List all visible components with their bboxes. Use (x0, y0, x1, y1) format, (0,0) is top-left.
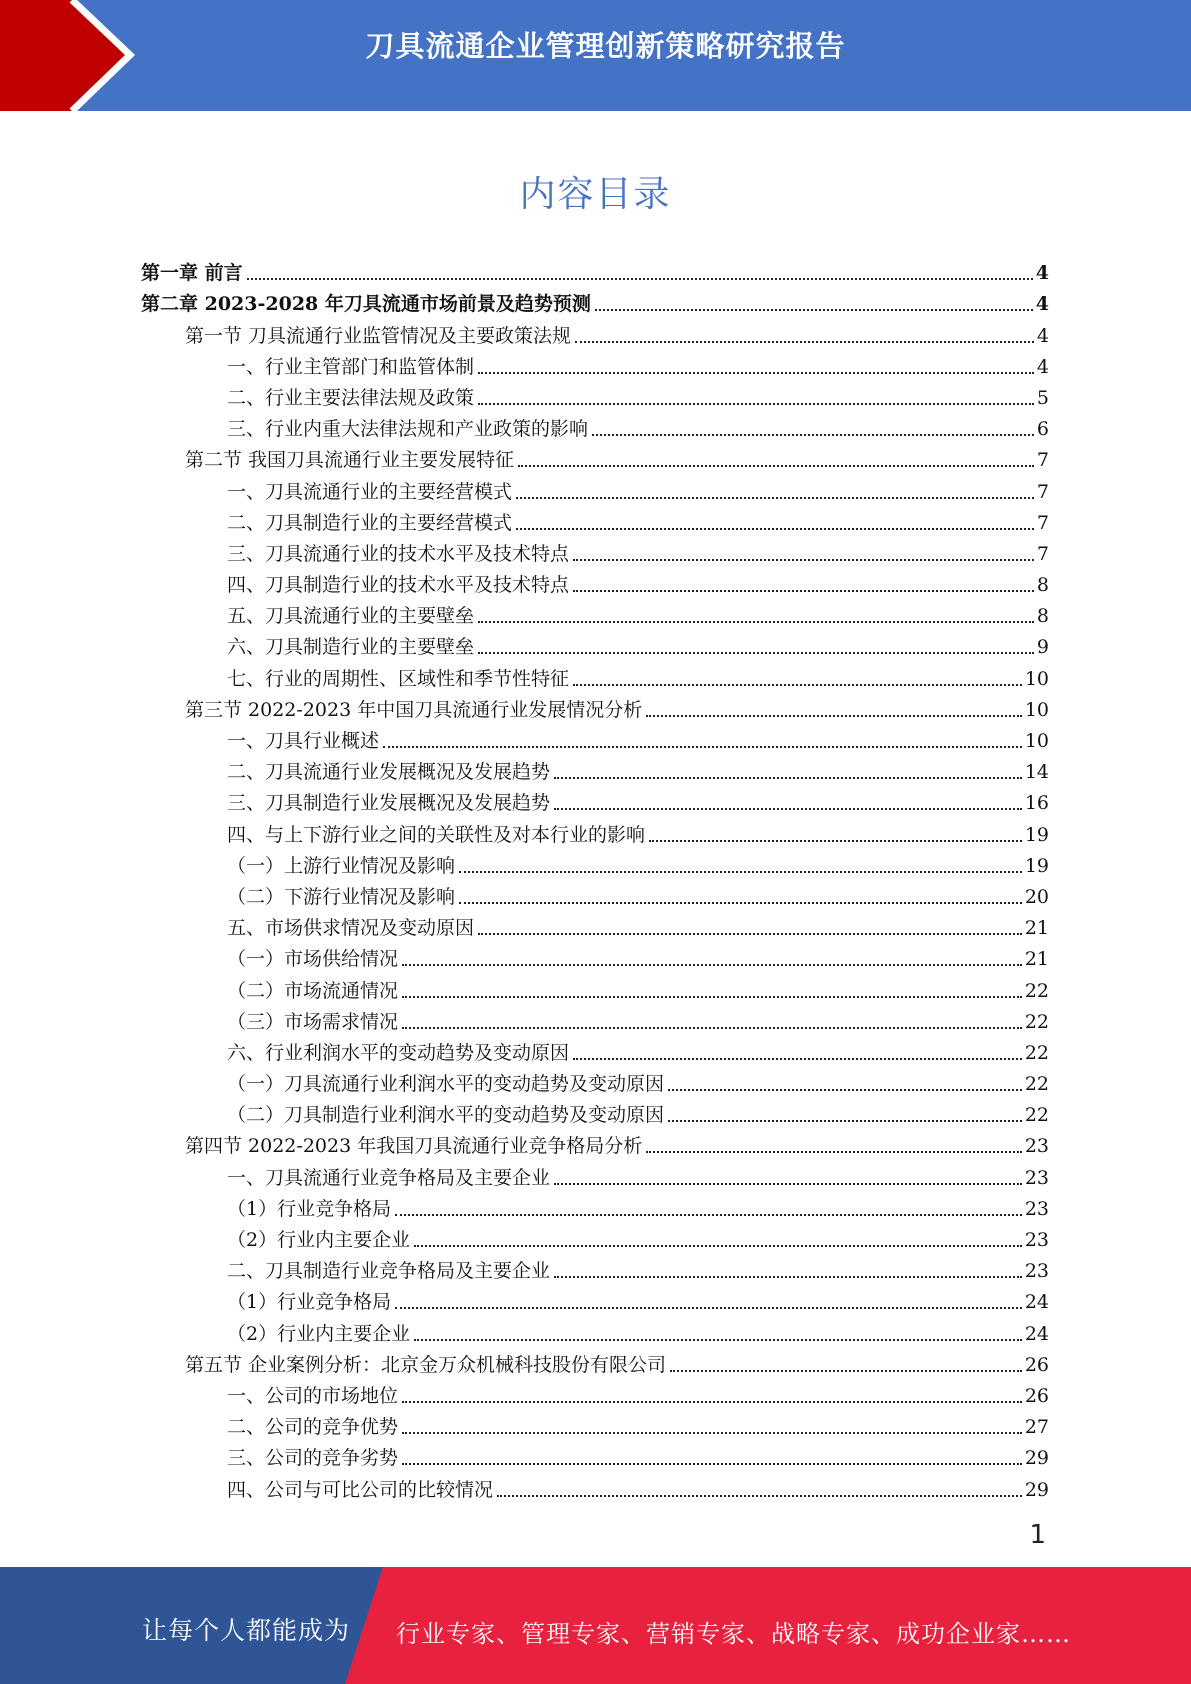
dot-leader (554, 1276, 1022, 1278)
toc-entry-label: 四、与上下游行业之间的关联性及对本行业的影响 (227, 823, 646, 846)
toc-entry[interactable] (141, 1034, 1049, 1065)
dot-leader (595, 309, 1033, 311)
toc-entry-label: 第三节 2022-2023 年中国刀具流通行业发展情况分析 (185, 698, 643, 721)
toc-entry[interactable] (141, 628, 1049, 659)
toc-entry-page: 7 (1036, 542, 1049, 565)
dot-leader (247, 278, 1033, 280)
toc-entry-label: 一、刀具流通行业的主要经营模式 (227, 480, 513, 503)
toc-entry[interactable] (141, 1221, 1049, 1252)
toc-entry-label: 七、行业的周期性、区域性和季节性特征 (227, 667, 570, 690)
dot-leader (478, 933, 1022, 935)
dot-leader (573, 559, 1034, 561)
toc-entry[interactable] (141, 1096, 1049, 1127)
toc-entry[interactable] (141, 722, 1049, 753)
table-of-contents (141, 254, 1049, 1502)
dot-leader (478, 403, 1034, 405)
toc-entry-page: 24 (1024, 1291, 1049, 1314)
toc-entry-page: 16 (1024, 792, 1049, 815)
toc-entry[interactable] (141, 971, 1049, 1002)
toc-entry[interactable] (141, 1470, 1049, 1501)
toc-entry[interactable] (141, 1003, 1049, 1034)
toc-entry-label: （1）行业竞争格局 (227, 1291, 392, 1314)
toc-entry-page: 26 (1024, 1384, 1049, 1407)
dot-leader (573, 1058, 1022, 1060)
toc-entry[interactable] (141, 535, 1049, 566)
dot-leader (402, 1401, 1022, 1403)
toc-entry-label: 一、公司的市场地位 (227, 1384, 399, 1407)
toc-entry[interactable] (141, 909, 1049, 940)
dot-leader (414, 1339, 1022, 1341)
toc-entry-label: （一）上游行业情况及影响 (227, 854, 456, 877)
toc-entry-page: 4 (1036, 355, 1049, 378)
toc-entry-page: 23 (1024, 1166, 1049, 1189)
dot-leader (554, 808, 1022, 810)
toc-entry[interactable] (141, 316, 1049, 347)
chevron-arrow-icon (0, 0, 160, 111)
dot-leader (402, 1463, 1022, 1465)
toc-entry[interactable] (141, 1127, 1049, 1158)
dot-leader (459, 871, 1022, 873)
toc-entry[interactable] (141, 1346, 1049, 1377)
toc-entry-label: （2）行业内主要企业 (227, 1322, 411, 1345)
toc-entry-label: （2）行业内主要企业 (227, 1229, 411, 1251)
toc-entry[interactable] (141, 1314, 1049, 1345)
toc-entry[interactable] (141, 1377, 1049, 1408)
dot-leader (402, 996, 1022, 998)
dot-leader (402, 964, 1022, 966)
toc-entry-label: 二、刀具流通行业发展概况及发展趋势 (227, 761, 551, 784)
toc-entry-page: 26 (1024, 1353, 1049, 1376)
toc-entry-page: 10 (1024, 667, 1049, 690)
dot-leader (395, 1214, 1022, 1216)
toc-entry[interactable] (141, 1065, 1049, 1096)
dot-leader (478, 652, 1034, 654)
toc-entry[interactable] (141, 753, 1049, 784)
page-header (0, 0, 1191, 111)
toc-entry-page: 4 (1035, 293, 1049, 316)
toc-entry[interactable] (141, 285, 1049, 316)
toc-entry-page: 19 (1024, 854, 1049, 877)
toc-entry-label: 第一章 前言 (141, 262, 243, 285)
toc-entry[interactable] (141, 441, 1049, 472)
toc-entry-page: 22 (1024, 979, 1049, 1002)
toc-entry[interactable] (141, 659, 1049, 690)
dot-leader (575, 341, 1034, 343)
toc-entry[interactable] (141, 1439, 1049, 1470)
toc-entry-page: 22 (1024, 1104, 1049, 1127)
dot-leader (516, 497, 1034, 499)
toc-entry-label: （二）市场流通情况 (227, 979, 399, 1002)
toc-entry-label: 三、刀具制造行业发展概况及发展趋势 (227, 792, 551, 815)
report-title: 刀具流通企业管理创新策略研究报告 (365, 29, 846, 63)
dot-leader (383, 746, 1022, 748)
toc-entry[interactable] (141, 472, 1049, 503)
toc-entry-page: 5 (1036, 386, 1049, 409)
toc-entry-page: 9 (1036, 636, 1049, 659)
toc-entry[interactable] (141, 597, 1049, 628)
dot-leader (497, 1495, 1022, 1497)
toc-entry[interactable] (141, 878, 1049, 909)
toc-entry-page: 4 (1035, 262, 1049, 285)
toc-entry-label: （二）刀具制造行业利润水平的变动趋势及变动原因 (227, 1104, 665, 1127)
toc-entry-page: 23 (1024, 1135, 1049, 1158)
toc-entry[interactable] (141, 1252, 1049, 1283)
toc-heading: 内容目录 (519, 174, 672, 215)
toc-entry[interactable] (141, 847, 1049, 878)
toc-entry-label: （一）刀具流通行业利润水平的变动趋势及变动原因 (227, 1073, 665, 1096)
dot-leader (402, 1432, 1022, 1434)
toc-entry[interactable] (141, 504, 1049, 535)
toc-entry-label: 第五节 企业案例分析：北京金万众机械科技股份有限公司 (185, 1353, 667, 1376)
dot-leader (646, 715, 1022, 717)
toc-entry[interactable] (141, 940, 1049, 971)
toc-entry-label: 六、行业利润水平的变动趋势及变动原因 (227, 1041, 570, 1064)
toc-entry-page: 8 (1036, 605, 1049, 628)
toc-entry-label: 第四节 2022-2023 年我国刀具流通行业竞争格局分析 (185, 1135, 643, 1158)
dot-leader (668, 1120, 1022, 1122)
dot-leader (646, 1151, 1022, 1153)
toc-entry-label: 五、市场供求情况及变动原因 (227, 917, 475, 940)
toc-entry-label: 一、刀具流通行业竞争格局及主要企业 (227, 1166, 551, 1189)
toc-entry-label: 六、刀具制造行业的主要壁垒 (227, 636, 475, 659)
toc-entry-label: 三、刀具流通行业的技术水平及技术特点 (227, 542, 570, 565)
toc-entry[interactable] (141, 1190, 1049, 1221)
dot-leader (554, 777, 1022, 779)
toc-entry-page: 7 (1036, 511, 1049, 534)
toc-entry-label: 第一节 刀具流通行业监管情况及主要政策法规 (185, 324, 572, 347)
toc-entry-page: 19 (1024, 823, 1049, 846)
toc-entry-label: 第二章 2023-2028 年刀具流通市场前景及趋势预测 (141, 293, 591, 316)
toc-entry-label: 一、刀具行业概述 (227, 730, 380, 752)
dot-leader (402, 1027, 1022, 1029)
toc-entry-page: 27 (1024, 1416, 1049, 1439)
toc-entry-page: 29 (1024, 1447, 1049, 1470)
dot-leader (670, 1370, 1022, 1372)
toc-entry-page: 22 (1024, 1073, 1049, 1096)
toc-entry-label: 四、刀具制造行业的技术水平及技术特点 (227, 574, 570, 597)
toc-entry[interactable] (141, 348, 1049, 379)
toc-entry-page: 23 (1024, 1260, 1049, 1283)
toc-entry[interactable] (141, 254, 1049, 285)
toc-entry-page: 10 (1024, 730, 1049, 752)
toc-entry-label: （一）市场供给情况 (227, 948, 399, 971)
toc-entry-page: 21 (1024, 917, 1049, 940)
dot-leader (573, 590, 1034, 592)
footer-slogan-left: 让每个人都能成为 (142, 1616, 351, 1645)
toc-entry-label: （三）市场需求情况 (227, 1010, 399, 1033)
toc-entry-page: 14 (1024, 761, 1049, 784)
toc-entry[interactable] (141, 1158, 1049, 1189)
toc-entry-page: 29 (1024, 1478, 1049, 1501)
toc-entry[interactable] (141, 410, 1049, 441)
toc-entry-page: 4 (1036, 324, 1049, 347)
toc-entry[interactable] (141, 1408, 1049, 1439)
toc-entry-label: 五、刀具流通行业的主要壁垒 (227, 605, 475, 628)
toc-entry-label: 三、行业内重大法律法规和产业政策的影响 (227, 418, 589, 441)
toc-entry-label: 一、行业主管部门和监管体制 (227, 355, 475, 378)
toc-entry-label: （1）行业竞争格局 (227, 1197, 392, 1220)
page-number: 1 (1029, 1520, 1046, 1550)
toc-entry[interactable] (141, 691, 1049, 722)
footer-slogan-right: 行业专家、管理专家、营销专家、战略专家、成功企业家…… (396, 1620, 1071, 1648)
page-footer (0, 1567, 1191, 1684)
dot-leader (414, 1245, 1022, 1247)
dot-leader (573, 684, 1022, 686)
dot-leader (516, 528, 1034, 530)
toc-entry[interactable] (141, 566, 1049, 597)
toc-entry-page: 22 (1024, 1041, 1049, 1064)
toc-entry-label: 二、刀具制造行业竞争格局及主要企业 (227, 1260, 551, 1283)
toc-entry-label: 二、行业主要法律法规及政策 (227, 386, 475, 409)
toc-entry-page: 22 (1024, 1010, 1049, 1033)
toc-entry-label: 二、刀具制造行业的主要经营模式 (227, 511, 513, 534)
dot-leader (668, 1089, 1022, 1091)
toc-entry-label: 四、公司与可比公司的比较情况 (227, 1478, 494, 1501)
toc-entry-page: 7 (1036, 480, 1049, 503)
toc-entry[interactable] (141, 1283, 1049, 1314)
dot-leader (592, 434, 1034, 436)
toc-entry-label: 三、公司的竞争劣势 (227, 1447, 399, 1470)
toc-entry[interactable] (141, 379, 1049, 410)
toc-entry[interactable] (141, 784, 1049, 815)
dot-leader (478, 372, 1034, 374)
toc-entry-page: 20 (1024, 885, 1049, 908)
toc-entry-page: 8 (1036, 574, 1049, 597)
dot-leader (554, 1183, 1022, 1185)
dot-leader (459, 902, 1022, 904)
toc-entry-page: 21 (1024, 948, 1049, 971)
toc-entry-page: 10 (1024, 698, 1049, 721)
dot-leader (478, 621, 1034, 623)
toc-entry-page: 23 (1024, 1197, 1049, 1220)
dot-leader (395, 1307, 1022, 1309)
toc-entry-page: 6 (1036, 418, 1049, 441)
toc-entry-page: 24 (1024, 1322, 1049, 1345)
toc-entry-label: 二、公司的竞争优势 (227, 1416, 399, 1439)
dot-leader (518, 465, 1034, 467)
toc-entry[interactable] (141, 815, 1049, 846)
toc-entry-page: 23 (1024, 1229, 1049, 1251)
dot-leader (649, 840, 1022, 842)
toc-entry-label: 第二节 我国刀具流通行业主要发展特征 (185, 449, 515, 472)
toc-entry-label: （二）下游行业情况及影响 (227, 885, 456, 908)
toc-entry-page: 7 (1036, 449, 1049, 472)
